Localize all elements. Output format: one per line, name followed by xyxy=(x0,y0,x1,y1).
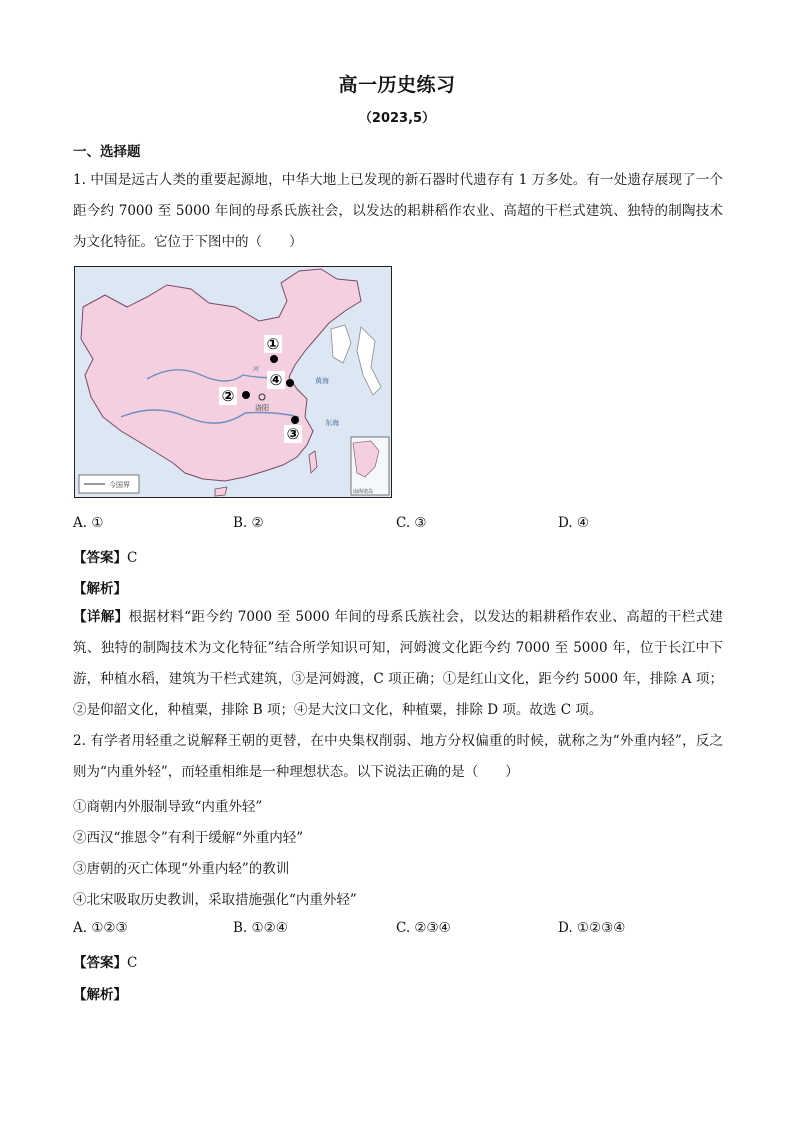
q1-option-d: D. ④ xyxy=(558,515,590,531)
east-sea-label: 东海 xyxy=(325,419,339,427)
q2-analysis-tag: 【解析】 xyxy=(73,987,127,1003)
q1-answer-tag: 【答案】 xyxy=(73,550,127,566)
yellow-sea-label: 黄海 xyxy=(315,377,329,385)
q1-analysis-line xyxy=(73,577,127,597)
q1-option-b: B. ② xyxy=(233,515,264,531)
inset-label: 南海诸岛 xyxy=(353,489,374,495)
marker-4-label: ④ xyxy=(269,371,283,389)
q2-answer-line xyxy=(73,951,137,971)
q1-detail-tag: 【详解】 xyxy=(73,609,129,625)
marker-4-dot xyxy=(286,379,294,387)
question-1-stem: 1. 中国是远古人类的重要起源地，中华大地上已发现的新石器时代遗存有 1 万多处。有一处遗存展现了一个距今约 7000 至 5000 年间的母系氏族社会，以发达的耜耕稻作农业、高超的干栏式建筑、独特的制陶技术为文化特征。它位于下图中的（ ） xyxy=(73,172,723,250)
marker-2-dot xyxy=(242,391,250,399)
hainan-island xyxy=(215,487,227,496)
china-map-svg xyxy=(75,267,391,497)
q2-statement-2: ②西汉“推恩令”有利于缓解“外重内轻” xyxy=(73,830,304,846)
china-map-figure xyxy=(74,266,392,498)
marker-3-dot xyxy=(291,416,299,424)
q2-option-c: C. ②③④ xyxy=(396,920,451,936)
page-date: （2023,5） xyxy=(358,111,436,126)
q2-statement-1: ①商朝内外服制导致“内重外轻” xyxy=(73,799,263,815)
marker-2-label: ② xyxy=(221,387,235,405)
page-title: 高一历史练习 xyxy=(338,74,456,96)
q2-answer-value: C xyxy=(127,955,138,971)
q1-option-c: C. ③ xyxy=(396,515,427,531)
luoyang-label: 洛阳 xyxy=(255,404,269,412)
q2-statement-3: ③唐朝的灭亡体现“外重内轻”的教训 xyxy=(73,861,290,877)
q1-detail-text: 根据材料“距今约 7000 至 5000 年间的母系氏族社会，以发达的耜耕稻作农业、高超的干栏式建筑、独特的制陶技术为文化特征”结合所学知识可知，河姆渡文化距今约 7000 至 5000 年，位于长江中下游，种植水稻，建筑为干栏式建筑，③是河姆渡，C 项正确；①是红山文化，距今约 5000 年，排除 A 项；②是仰韶文化，种植粟，排除 B 项；④是大汶口文化，种植粟，排除 D 项。故选 C 项。 xyxy=(73,609,724,718)
q2-option-a: A. ①②③ xyxy=(73,920,128,936)
q1-answer-line xyxy=(73,546,137,566)
q2-statement-4: ④北宋吸取历史教训，采取措施强化“内重外轻” xyxy=(73,892,357,908)
section-heading: 一、选择题 xyxy=(73,144,141,160)
q1-option-a: A. ① xyxy=(73,515,104,531)
q2-answer-tag: 【答案】 xyxy=(73,955,127,971)
q2-option-b: B. ①②④ xyxy=(233,920,288,936)
marker-1-label: ① xyxy=(266,335,280,353)
q1-detail-paragraph xyxy=(73,602,723,726)
q1-analysis-tag: 【解析】 xyxy=(73,581,127,597)
river-label: 河 xyxy=(253,366,260,373)
q2-option-d: D. ①②③④ xyxy=(558,920,626,936)
legend-label: 今国界 xyxy=(109,481,130,489)
question-2-stem: 2. 有学者用轻重之说解释王朝的更替，在中央集权削弱、地方分权偏重的时候，就称之为“外重内轻”，反之则为“内重外轻”，而轻重相维是一种理想状态。以下说法正确的是（ ） xyxy=(73,733,723,780)
q1-answer-value: C xyxy=(127,550,138,566)
q2-analysis-line xyxy=(73,983,127,1003)
marker-3-label: ③ xyxy=(286,425,300,443)
marker-1-dot xyxy=(270,355,278,363)
